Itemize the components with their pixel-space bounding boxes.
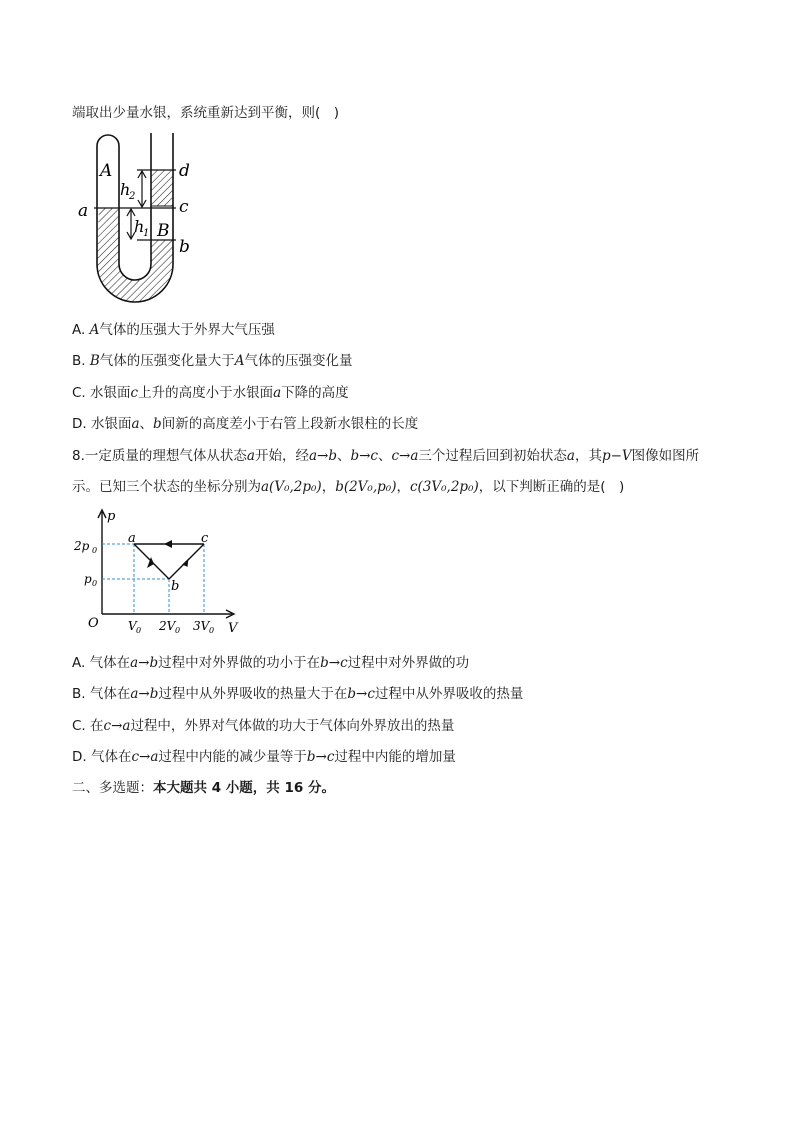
q7-option-a: A. A气体的压强大于外界大气压强	[72, 322, 275, 338]
origin-label: O	[88, 616, 99, 631]
label-b: b	[179, 237, 190, 257]
label-h2-sub: 2	[129, 191, 136, 202]
mercury-upper	[151, 170, 173, 206]
question-8-line2: 示。已知三个状态的坐标分别为a(V₀,2p₀)，b(2V₀,p₀)，c(3V₀,2p₀)，以下判断正确的是( )	[72, 479, 625, 495]
question-7-tail: 端取出少量水银，系统重新达到平衡，则( )	[72, 105, 340, 121]
label-h1-sub: 1	[143, 228, 150, 239]
q7-option-c: C. 水银面c上升的高度小于水银面a下降的高度	[72, 385, 349, 401]
label-h1: h	[134, 217, 145, 236]
point-c-label: c	[201, 531, 209, 546]
pv-diagram	[72, 506, 247, 638]
svg-text:0: 0	[92, 546, 98, 555]
tick-2p0: 2p	[74, 539, 90, 553]
q8-option-a: A. 气体在a→b过程中对外界做的功小于在b→c过程中对外界做的功	[72, 655, 470, 671]
label-a: a	[78, 201, 89, 221]
arrow-c-a	[164, 540, 172, 548]
label-B: B	[157, 221, 170, 241]
label-h2: h	[120, 180, 131, 199]
tick-3V0: 3V	[193, 619, 210, 633]
q7-option-b: B. B气体的压强变化量大于A气体的压强变化量	[72, 353, 353, 369]
label-c: c	[179, 197, 189, 217]
axis-label-p: p	[107, 509, 116, 524]
guide-lines	[102, 544, 204, 614]
svg-text:0: 0	[92, 579, 98, 588]
svg-text:0: 0	[175, 626, 181, 635]
q8-option-d: D. 气体在c→a过程中内能的减少量等于b→c过程中内能的增加量	[72, 749, 456, 765]
section-2-heading: 二、多选题：本大题共 4 小题，共 16 分。	[72, 780, 335, 796]
svg-text:0: 0	[209, 626, 215, 635]
label-A: A	[100, 161, 113, 181]
tick-p0: p	[84, 572, 92, 586]
label-d: d	[179, 161, 190, 181]
q7-option-d: D. 水银面a、b间新的高度差小于右管上段新水银柱的长度	[72, 416, 419, 432]
point-a-label: a	[128, 531, 136, 546]
question-8-line1: 8.一定质量的理想气体从状态a开始，经a→b、b→c、c→a三个过程后回到初始状态a，其p−V图像如图所	[72, 448, 700, 464]
point-b-label: b	[171, 579, 180, 594]
svg-text:0: 0	[136, 626, 142, 635]
tick-V0: V	[128, 619, 137, 633]
tick-2V0: 2V	[159, 619, 176, 633]
q8-option-c: C. 在c→a过程中，外界对气体做的功大于气体向外界放出的热量	[72, 718, 455, 734]
axis-label-V: V	[228, 621, 238, 636]
u-tube-figure	[72, 128, 212, 313]
q8-option-b: B. 气体在a→b过程中从外界吸收的热量大于在b→c过程中从外界吸收的热量	[72, 686, 524, 702]
